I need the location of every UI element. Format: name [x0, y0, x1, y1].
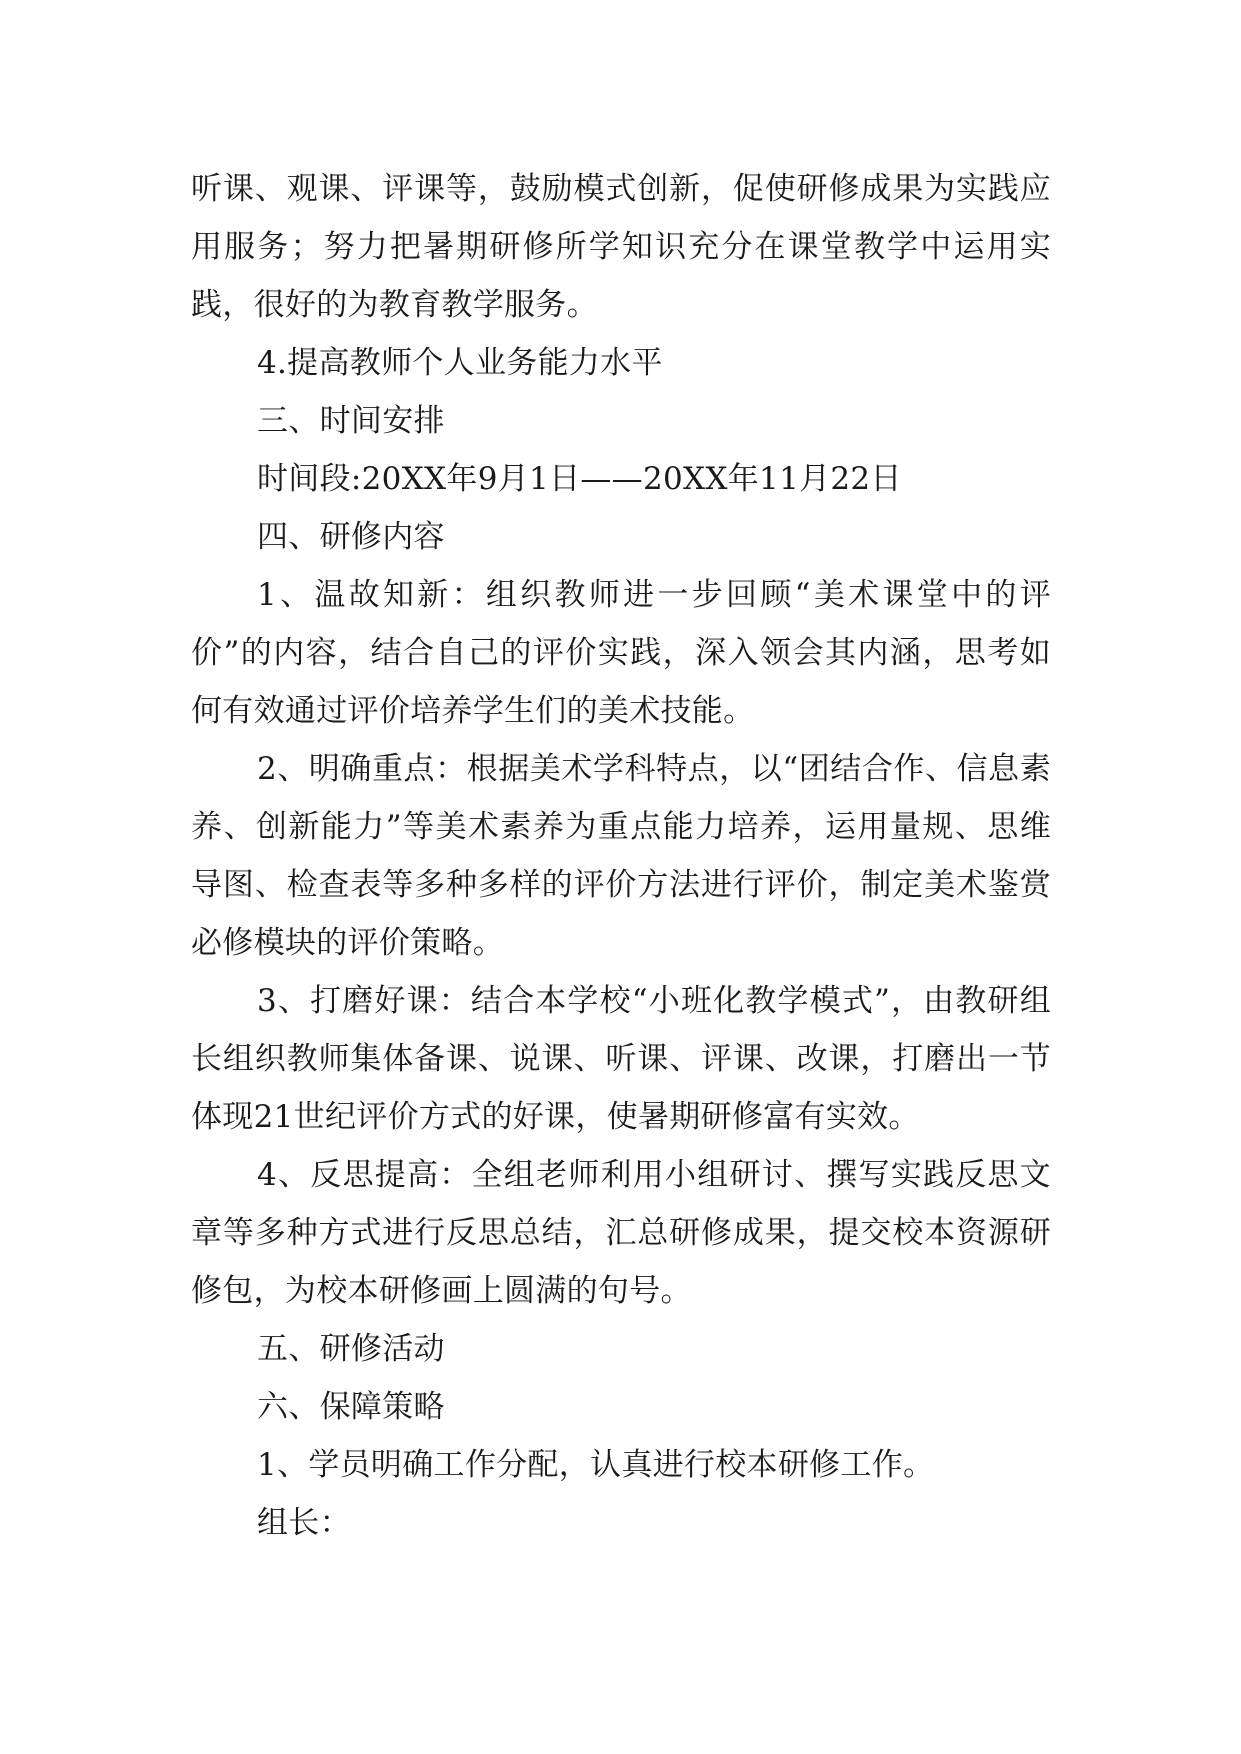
section-heading-safeguards: 六、保障策略	[257, 1389, 445, 1425]
paragraph-time-period: 时间段:20XX年9月1日——20XX年11月22日	[257, 461, 902, 497]
paragraph-content-1: 1、温故知新：组织教师进一步回顾“美术课堂中的评价”的内容，结合自己的评价实践，深入领会其内涵，思考如何有效通过评价培养学生们的美术技能。	[191, 577, 1051, 729]
section-heading-activities: 五、研修活动	[257, 1331, 445, 1367]
paragraph-group-leader: 组长：	[257, 1505, 351, 1541]
paragraph-content-4: 4、反思提高：全组老师利用小组研讨、撰写实践反思文章等多种方式进行反思总结，汇总研修成果，提交校本资源研修包，为校本研修画上圆满的句号。	[191, 1157, 1051, 1309]
section-heading-schedule: 三、时间安排	[257, 403, 445, 439]
paragraph-continuation: 听课、观课、评课等，鼓励模式创新，促使研修成果为实践应用服务；努力把暑期研修所学知识充分在课堂教学中运用实践，很好的为教育教学服务。	[191, 171, 1051, 323]
paragraph-item-4: 4.提高教师个人业务能力水平	[257, 345, 663, 381]
paragraph-safeguard-1: 1、学员明确工作分配，认真进行校本研修工作。	[257, 1447, 935, 1483]
document-body	[191, 160, 1051, 1552]
paragraph-content-3: 3、打磨好课：结合本学校“小班化教学模式”，由教研组长组织教师集体备课、说课、听课、评课、改课，打磨出一节体现21世纪评价方式的好课，使暑期研修富有实效。	[191, 983, 1051, 1135]
section-heading-content: 四、研修内容	[257, 519, 445, 555]
paragraph-content-2: 2、明确重点：根据美术学科特点，以“团结合作、信息素养、创新能力”等美术素养为重点能力培养，运用量规、思维导图、检查表等多种多样的评价方法进行评价，制定美术鉴赏必修模块的评价策略。	[191, 751, 1051, 961]
